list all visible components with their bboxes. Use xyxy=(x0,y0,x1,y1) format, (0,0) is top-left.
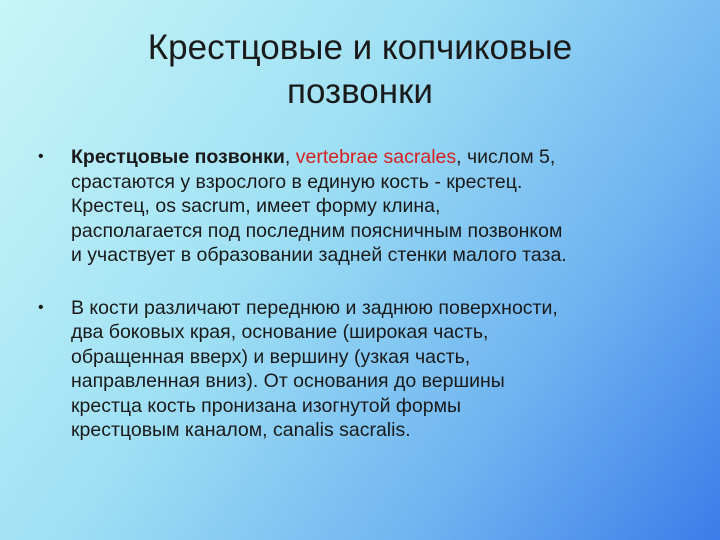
bullet-2-line-1: В кости различают переднюю и заднюю поверхности, xyxy=(71,296,558,319)
bullet-sacral-vertebrae xyxy=(38,145,698,268)
bullet-marker: • xyxy=(38,148,44,165)
bullet-1-line-4: располагается под последним поясничным позвонком xyxy=(71,219,563,242)
bullet-2-line-5: крестца кость пронизана изогнутой формы xyxy=(71,394,462,417)
bullet-1-line-2: срастаются у взрослого в единую кость - крестец. xyxy=(71,170,523,193)
bullet-1-line-1 xyxy=(71,145,698,170)
bullet-1-line-1-rest: , числом 5, xyxy=(456,146,556,168)
slide-title-line-1: Крестцовые и копчиковые xyxy=(147,28,573,67)
slide-title xyxy=(80,26,640,114)
bullet-2-line-6: крестцовым каналом, canalis sacralis. xyxy=(71,419,411,441)
bullet-1-line-3: Крестец, os sacrum, имеет форму клина, xyxy=(71,195,441,217)
bullet-2-line-4: направленная вниз). От основания до вершины xyxy=(71,370,505,392)
bullet-2-line-3: обращенная вверх) и вершину (узкая часть, xyxy=(71,345,471,368)
slide-title-line-2: позвонки xyxy=(287,72,433,111)
bullet-marker: • xyxy=(38,298,44,316)
bullet-bone-surfaces xyxy=(38,296,698,443)
bullet-2-line-2: два боковых края, основание (широкая часть, xyxy=(71,321,489,343)
latin-term: vertebrae sacrales xyxy=(295,146,457,168)
separator-text: , xyxy=(284,146,296,168)
bullet-list xyxy=(38,145,698,443)
bold-term: Крестцовые позвонки xyxy=(71,146,285,168)
bullet-1-line-5: и участвует в образовании задней стенки малого таза. xyxy=(71,244,567,266)
